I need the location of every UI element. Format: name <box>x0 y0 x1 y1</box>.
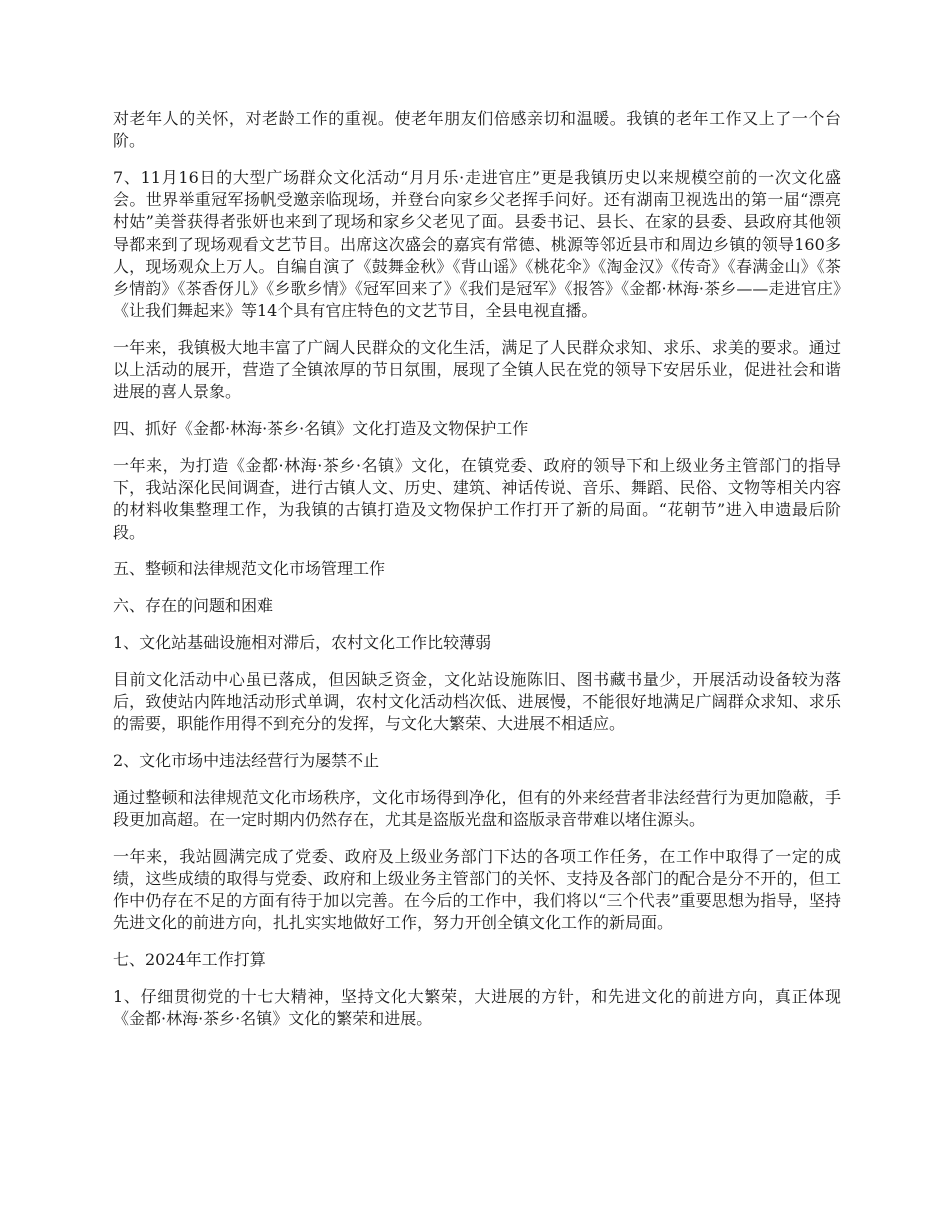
paragraph-market: 通过整顿和法律规范文化市场秩序，文化市场得到净化，但有的外来经营者非法经营行为更加隐蔽，手段更加高超。在一定时期内仍然存在，尤其是盗版光盘和盗版录音带难以堵住源头。 <box>113 787 841 830</box>
subheading-market: 2、文化市场中违法经营行为屡禁不止 <box>113 751 380 771</box>
paragraph-elderly-care: 对老年人的关怀，对老龄工作的重视。使老年朋友们倍感亲切和温暖。我镇的老年工作又上了一个台阶。 <box>113 109 841 151</box>
section-heading-six: 六、存在的问题和困难 <box>113 596 274 616</box>
paragraph-year-summary: 一年来，我镇极大地丰富了广阔人民群众的文化生活，满足了人民群众求知、求乐、求美的要求。通过以上活动的展开，营造了全镇浓厚的节日氛围，展现了全镇人民在党的领导下安居乐业，促进社会和谐进展的喜人景象。 <box>113 338 841 402</box>
section-heading-four: 四、抓好《金都·林海·茶乡·名镇》文化打造及文物保护工作 <box>113 419 529 439</box>
section-heading-seven: 七、2024年工作打算 <box>113 950 266 970</box>
paragraph-culture-building: 一年来，为打造《金都·林海·茶乡·名镇》文化，在镇党委、政府的领导下和上级业务主管部门的指导下，我站深化民间调查，进行古镇人文、历史、建筑、神话传说、音乐、舞蹈、民俗、文物等相关内容的材料收集整理工作，为我镇的古镇打造及文物保护工作打开了新的局面。“花朝节”进入申遗最后阶段。 <box>113 456 841 542</box>
subheading-facilities: 1、文化站基础设施相对滞后，农村文化工作比较薄弱 <box>113 633 492 653</box>
paragraph-facilities: 目前文化活动中心虽已落成，但因缺乏资金，文化站设施陈旧、图书藏书量少，开展活动设备较为落后，致使站内阵地活动形式单调，农村文化活动档次低、进展慢，不能很好地满足广阔群众求知、求乐的需要，职能作用得不到充分的发挥，与文化大繁荣、大进展不相适应。 <box>113 669 841 734</box>
paragraph-cultural-event: 7、11月16日的大型广场群众文化活动“月月乐·走进官庄”更是我镇历史以来规模空前的一次文化盛会。世界举重冠军扬帆受邀亲临现场，并登台向家乡父老挥手问好。还有湖南卫视选出的第一届“漂亮村姑”美誉获得者张妍也来到了现场和家乡父老见了面。县委书记、县长、在家的县委、县政府其他领导都来到了现场观看文艺节目。出席这次盛会的嘉宾有常德、桃源等邻近县市和周边乡镇的领导160多人，现场观众上万人。自编自演了《鼓舞金秋》《背山谣》《桃花伞》《淘金汉》《传奇》《春满金山》《茶乡情韵》《茶香伢儿》《乡歌乡情》《冠军回来了》《我们是冠军》《报答》《金都·林海·茶乡——走进官庄》《让我们舞起来》等14个具有官庄特色的文艺节目，全县电视直播。 <box>113 168 841 321</box>
document-body <box>113 108 841 1045</box>
section-heading-five: 五、整顿和法律规范文化市场管理工作 <box>113 559 386 579</box>
paragraph-conclusion: 一年来，我站圆满完成了党委、政府及上级业务部门下达的各项工作任务，在工作中取得了一定的成绩，这些成绩的取得与党委、政府和上级业务主管部门的关怀、支持及各部门的配合是分不开的，但工作中仍存在不足的方面有待于加以完善。在今后的工作中，我们将以“三个代表”重要思想为指导，坚持先进文化的前进方向，扎扎实实地做好工作，努力开创全镇文化工作的新局面。 <box>113 846 841 933</box>
paragraph-plan-one: 1、仔细贯彻党的十七大精神，坚持文化大繁荣，大进展的方针，和先进文化的前进方向，真正体现《金都·林海·茶乡·名镇》文化的繁荣和进展。 <box>113 987 841 1029</box>
